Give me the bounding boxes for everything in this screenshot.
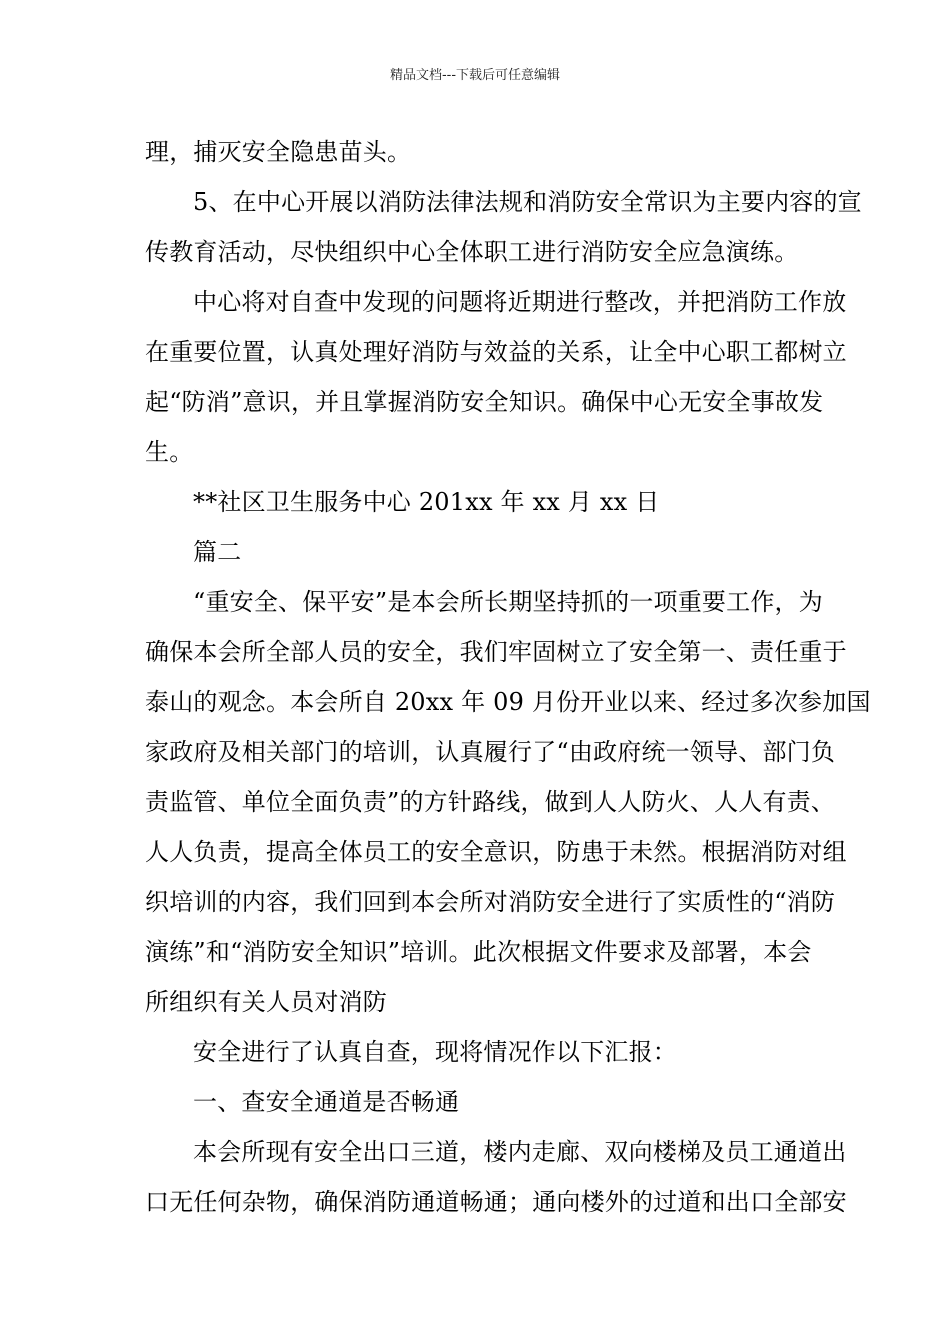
text-line: 确保本会所全部人员的安全，我们牢固树立了安全第一、责任重于 [145,638,847,666]
text-line: 理，捕灭安全隐患苗头。 [145,138,412,166]
text-line: 起“防消”意识，并且掌握消防安全知识。确保中心无安全事故发 [145,388,824,416]
text-line: 演练”和“消防安全知识”培训。此次根据文件要求及部署，本会 [145,938,812,966]
signature-line: **社区卫生服务中心 201xx 年 xx 月 xx 日 [193,488,660,516]
text-line: 本会所现有安全出口三道，楼内走廊、双向楼梯及员工通道出 [193,1138,847,1166]
text-line: “重安全、保平安”是本会所长期坚持抓的一项重要工作，为 [193,588,823,616]
text-line: 生。 [145,438,194,466]
text-line: 安全进行了认真自查，现将情况作以下汇报： [193,1038,677,1066]
text-line: 织培训的内容，我们回到本会所对消防安全进行了实质性的“消防 [145,888,836,916]
section-heading: 篇二 [193,538,242,566]
text-line: 家政府及相关部门的培训，认真履行了“由政府统一领导、部门负 [145,738,836,766]
section-heading: 一、查安全通道是否畅通 [193,1088,460,1116]
text-line: 泰山的观念。本会所自 20xx 年 09 月份开业以来、经过多次参加国 [145,688,871,716]
text-line: 在重要位置，认真处理好消防与效益的关系，让全中心职工都树立 [145,338,847,366]
text-line: 传教育活动，尽快组织中心全体职工进行消防安全应急演练。 [145,238,799,266]
page-header: 精品文档---下载后可任意编辑 [389,68,561,83]
text-line: 责监管、单位全面负责”的方针路线，做到人人防火、人人有责、 [145,788,836,816]
text-line: 人人负责，提高全体员工的安全意识，防患于未然。根据消防对组 [145,838,847,866]
text-line: 5、在中心开展以消防法律法规和消防安全常识为主要内容的宣 [193,188,862,216]
text-line: 口无任何杂物，确保消防通道畅通；通向楼外的过道和出口全部安 [145,1188,847,1216]
text-line: 中心将对自查中发现的问题将近期进行整改，并把消防工作放 [193,288,847,316]
text-line: 所组织有关人员对消防 [145,988,387,1016]
